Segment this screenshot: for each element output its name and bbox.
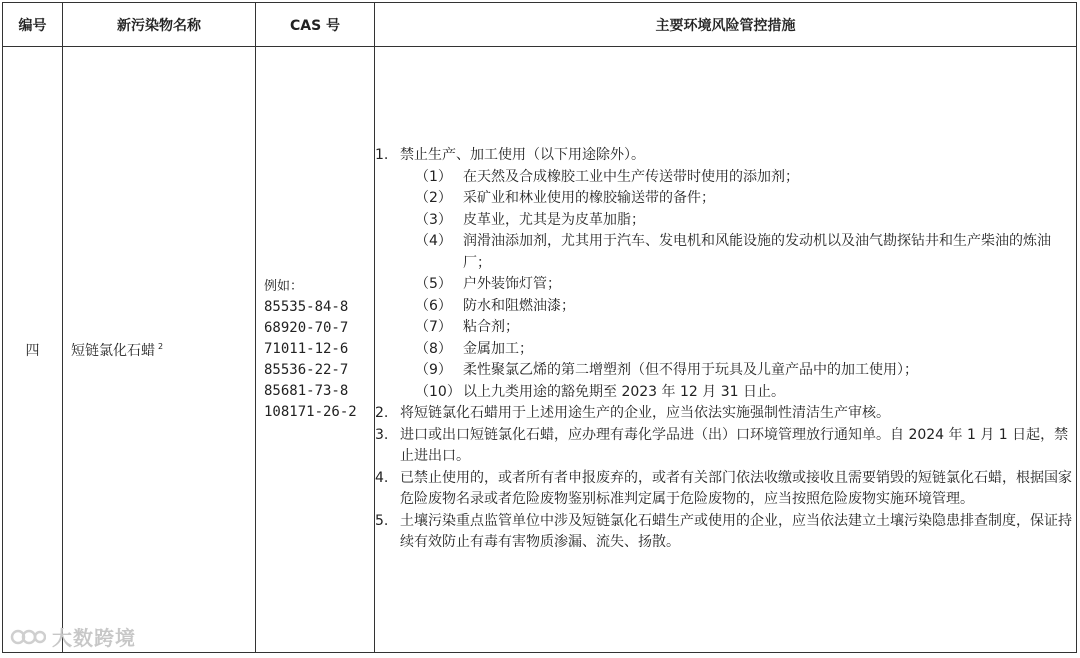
measure-subitem bbox=[415, 167, 1076, 189]
measure-item bbox=[375, 425, 1076, 468]
subitem-number: （4） bbox=[415, 233, 452, 250]
cas-label: 例如： bbox=[264, 279, 304, 294]
subitem-number: （8） bbox=[415, 340, 452, 357]
cas-number: 68920-70-7 bbox=[264, 320, 349, 336]
measure-subitem bbox=[415, 210, 1076, 232]
subitem-number: （5） bbox=[415, 276, 452, 293]
measure-subitem bbox=[415, 317, 1076, 339]
subitem-text: 金属加工； bbox=[463, 340, 533, 357]
watermark bbox=[10, 622, 136, 651]
table-row bbox=[3, 47, 1077, 653]
measure-subitem bbox=[415, 339, 1076, 361]
subitem-number: （1） bbox=[415, 168, 452, 185]
measure-text: 进口或出口短链氯化石蜡，应办理有毒化学品进（出）口环境管理放行通知单。自 2024 年 1 月 1 日起，禁止进出口。 bbox=[400, 426, 1069, 465]
subitem-text: 柔性聚氯乙烯的第二增塑剂（但不得用于玩具及儿童产品中的加工使用）； bbox=[463, 362, 918, 379]
measure-text: 将短链氯化石蜡用于上述用途生产的企业，应当依法实施强制性清洁生产审核。 bbox=[400, 405, 890, 422]
subitem-text: 以上九类用途的豁免期至 2023 年 12 月 31 日止。 bbox=[463, 383, 785, 400]
subitem-text: 皮革业，尤其是为皮革加脂； bbox=[463, 211, 645, 228]
measure-text: 土壤污染重点监管单位中涉及短链氯化石蜡生产或使用的企业，应当依法建立土壤污染隐患排查制度，保证持续有效防止有毒有害物质渗漏、流失、扬散。 bbox=[400, 512, 1072, 551]
pollutant-name: 短链氯化石蜡 bbox=[71, 342, 155, 359]
subitem-number: （6） bbox=[415, 297, 452, 314]
subitem-number: （10） bbox=[415, 383, 461, 400]
measure-item bbox=[375, 403, 1076, 425]
subitem-text: 润滑油添加剂，尤其用于汽车、发电机和风能设施的发动机以及油气勘探钻井和生产柴油的炼油厂； bbox=[463, 233, 1051, 271]
measure-item bbox=[375, 145, 1076, 167]
cas-number: 108171-26-2 bbox=[264, 404, 357, 420]
subitem-text: 防水和阻燃油漆； bbox=[463, 297, 575, 314]
cas-number: 85681-73-8 bbox=[264, 383, 349, 399]
measure-number: 2. bbox=[375, 405, 389, 422]
measure-text: 禁止生产、加工使用（以下用途除外）。 bbox=[400, 147, 645, 164]
subitem-number: （9） bbox=[415, 362, 452, 379]
measures-list bbox=[375, 145, 1076, 554]
subitem-number: （7） bbox=[415, 319, 452, 336]
cas-number: 85535-84-8 bbox=[264, 299, 349, 315]
subitem-number: （3） bbox=[415, 211, 452, 228]
measure-subitem bbox=[415, 360, 1076, 382]
subitem-text: 采矿业和林业使用的橡胶输送带的备件； bbox=[463, 190, 715, 207]
subitem-text: 粘合剂； bbox=[463, 319, 519, 336]
cas-cell bbox=[256, 47, 375, 653]
measure-subitem bbox=[415, 382, 1076, 404]
row-number: 四 bbox=[3, 47, 63, 653]
measure-subitem bbox=[415, 188, 1076, 210]
footnote-marker: 2 bbox=[158, 341, 164, 351]
measure-number: 3. bbox=[375, 426, 389, 443]
header-name: 新污染物名称 bbox=[63, 3, 256, 47]
measure-item bbox=[375, 511, 1076, 554]
watermark-logo-icon bbox=[10, 625, 46, 649]
header-row bbox=[3, 3, 1077, 47]
header-measures: 主要环境风险管控措施 bbox=[375, 3, 1077, 47]
cas-number: 71011-12-6 bbox=[264, 341, 349, 357]
watermark-text: 大数跨境 bbox=[52, 626, 136, 650]
measure-subitem bbox=[415, 274, 1076, 296]
subitem-text: 户外装饰灯管； bbox=[463, 276, 561, 293]
measure-number: 4. bbox=[375, 469, 389, 486]
cas-number: 85536-22-7 bbox=[264, 362, 349, 378]
measure-number: 5. bbox=[375, 512, 389, 529]
measure-number: 1. bbox=[375, 147, 389, 164]
measures-cell bbox=[375, 47, 1077, 653]
measure-subitem bbox=[415, 231, 1076, 274]
measure-item bbox=[375, 468, 1076, 511]
measure-subitem bbox=[415, 296, 1076, 318]
header-cas: CAS 号 bbox=[256, 3, 375, 47]
measure-text: 已禁止使用的，或者所有者申报废弃的，或者有关部门依法收缴或接收且需要销毁的短链氯化石蜡，根据国家危险废物名录或者危险废物鉴别标准判定属于危险废物的，应当按照危险废物实施环境管理。 bbox=[400, 469, 1072, 508]
pollutant-name-cell bbox=[63, 47, 256, 653]
pollutant-table bbox=[2, 2, 1077, 653]
header-number: 编号 bbox=[3, 3, 63, 47]
subitem-text: 在天然及合成橡胶工业中生产传送带时使用的添加剂； bbox=[463, 168, 799, 185]
subitem-number: （2） bbox=[415, 190, 452, 207]
